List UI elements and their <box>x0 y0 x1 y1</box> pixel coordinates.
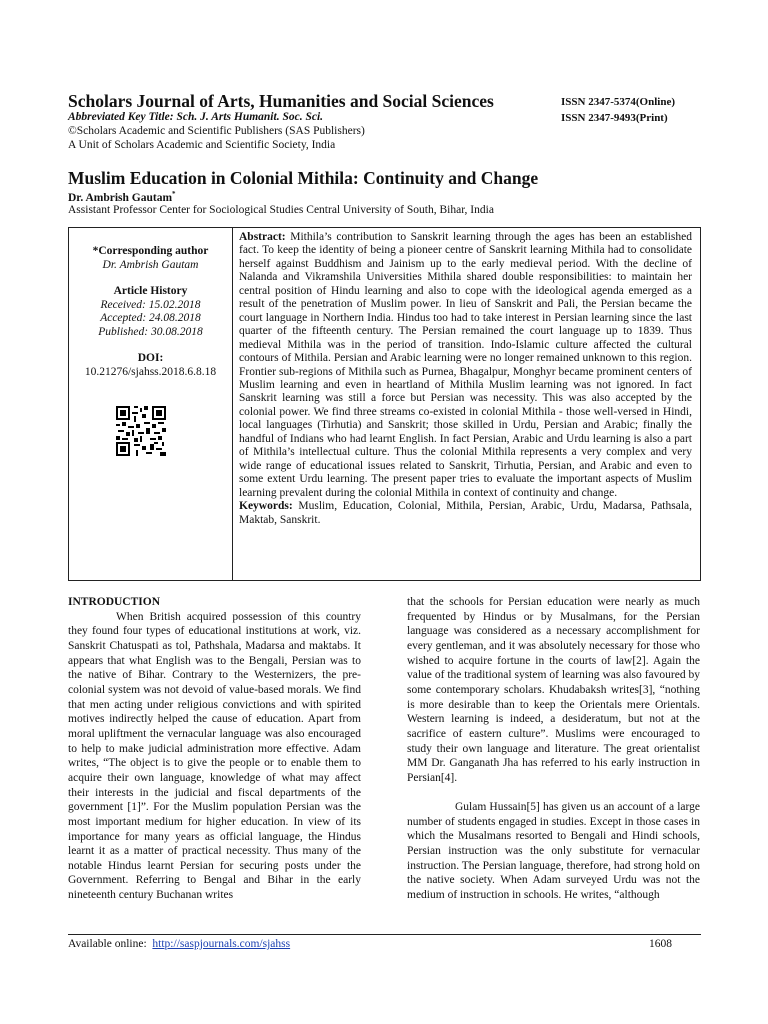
published-date: Published: 30.08.2018 <box>98 325 203 338</box>
abbreviated-key-title: Abbreviated Key Title: Sch. J. Arts Humanit. Soc. Sci. <box>68 111 324 123</box>
paper-title: Muslim Education in Colonial Mithila: Continuity and Change <box>68 168 539 188</box>
article-history-label: Article History <box>113 285 188 297</box>
author-affiliation: Assistant Professor Center for Sociological Studies Central University of South, Bihar, India <box>68 204 494 216</box>
author-name: Dr. Ambrish Gautam* <box>68 190 176 204</box>
received-date: Received: 15.02.2018 <box>100 298 201 311</box>
footer-rule <box>68 934 701 935</box>
author-mark: * <box>172 190 176 198</box>
doi-value: 10.21276/sjahss.2018.6.8.18 <box>84 365 217 378</box>
right-column <box>407 595 700 903</box>
section-heading-introduction: INTRODUCTION <box>68 596 161 608</box>
journal-url-link[interactable]: http://saspjournals.com/sjahss <box>152 938 291 950</box>
corresponding-author-label: *Corresponding author <box>92 245 209 257</box>
publisher-line: ©Scholars Academic and Scientific Publishers (SAS Publishers) <box>68 125 365 137</box>
page-number: 1608 <box>649 938 672 950</box>
body-paragraph: that the schools for Persian education were nearly as much frequented by Hindus or by Musalmans, for the Persian language was considered as a necessary accomplishment for every gentleman, and it was absolutely necessary for those who wished to acquire fortune in the courts of law[2]. Again the value of the traditional system of learning was also favoured by some contemporary scholars. Khudabaksh writes[3], “nothing is more desirable than to keep the Orientals mere Orientals. Western learning is indeed, a desideratum, but not at the sacrifice of eastern culture”. Muslims were encouraged to study their own language and literature. The great orientalist MM Dr. Ganganath Jha has referred to his early instruction in Persian[4]. <box>407 596 700 784</box>
issn-print: ISSN 2347-9493(Print) <box>561 112 668 124</box>
qr-code-icon <box>116 406 166 456</box>
body-paragraph: Gulam Hussain[5] has given us an account of a large number of students engaged in studies. Except in those cases in which the Musalmans resorted to Bengali and Hindi schools, Persian instruction was the only substitute for vernacular instruction. The Persian language, therefore, had strong hold on the native society. When Adam surveyed Urdu was not the medium of instruction in schools. He writes, “although <box>407 801 700 902</box>
accepted-date: Accepted: 24.08.2018 <box>100 312 201 324</box>
abstract-content <box>239 231 692 527</box>
abstract-box <box>68 227 701 581</box>
issn-online: ISSN 2347-5374(Online) <box>561 96 675 108</box>
abstract-label: Abstract: <box>239 231 286 243</box>
journal-title: Scholars Journal of Arts, Humanities and Social Sciences <box>68 91 494 111</box>
left-column <box>68 595 361 903</box>
corresponding-author-name: Dr. Ambrish Gautam <box>102 258 199 271</box>
body-paragraph: When British acquired possession of this country they found four types of educational institutions at work, viz. Sanskrit Chatuspati as tol, Pathshala, Madarsa and maktabs. It appears that what English was to the Bengali, Persian was to the native of Bihar. Contrary to the Westernizers, the pre-colonial system was not devoid of value-based morals. We find that men acting under religious convictions and with spirited motives indirectly helped the cause of education. Apart from moral upliftment the vernacular language was also encouraged to help to make judicial administration more effective. Adam writes, “The object is to give the people or to enable them to acquire their own language, knowledge of what may affect their interests in the judicial and fiscal departments of the government [1]”. For the Muslim population Persian was the most important medium for higher education. In view of its importance for many years as official language, the Hindus learnt it as a matter of practical necessity. Thus many of the notable Hindus learnt Persian for securing posts under the Government. Referring to Bengal and Bihar in the early nineteenth century Buchanan writes <box>68 610 361 902</box>
keywords-text: Muslim, Education, Colonial, Mithila, Persian, Arabic, Urdu, Madarsa, Pathsala, Maktab, Sanskrit. <box>239 500 692 526</box>
available-online-label: Available online: <box>68 938 147 950</box>
doi-label: DOI: <box>137 352 164 364</box>
abstract-text: Mithila’s contribution to Sanskrit learning through the ages has been an established fact. To keep the identity of being a pioneer centre of Sanskrit learning Mithila had to consolidate herself against Buddhism and Jainism up to the early medieval period. With the decline of Nalanda and Vikramshila Universities Mithila shared double responsibilities: to maintain her central position of Hindu learning and also to cope with the ideological agenda emerged as a result of the penetration of Muslim power. In lieu of Sanskrit and Pali, the Persian became the court language in Northern India. Hindus too had to take interest in Persian learning since the last quarter of the fifteenth century. The Persian remained the court language up to 1839. Thus medieval Mithila was in the period of transition. Indo-Islamic culture affected the cultural contours of Mithila. Persian and Arabic learning were no longer remained unknown to this region. Frontier sub-regions of Mithila such as Purnea, Bhagalpur, Monghyr became prominent centers of Muslim learning and even in heartland of Mithila Muslim learning was not ignored. In fact Sanskrit learning was still a force but Persian was necessity. This was also accepted by the colonial power. We find three streams co-existed in colonial Mithila - those well-versed in Hindi, local languages (Tirhutia) and Sanskrit; those skilled in Urdu, Persian and Arabic; finally the handful of Indians who had learnt English. In fact Persian, Arabic and Urdu learning is also a part of Mithila’s intellectual culture. Thus the colonial Mithila represents a very complex and very wide range of educational issues related to Sanskrit, Tirhutia, Persian, and Arabic and even to some extent Urdu learning. The present paper tries to evaluate the important aspects of Muslim learning prevalent during the colonial Mithila in context of continuity and change. <box>239 231 693 499</box>
unit-line: A Unit of Scholars Academic and Scientific Society, India <box>68 139 336 151</box>
keywords-label: Keywords: <box>239 500 293 513</box>
footer-availability <box>68 938 290 950</box>
article-info-sidebar <box>69 228 233 580</box>
